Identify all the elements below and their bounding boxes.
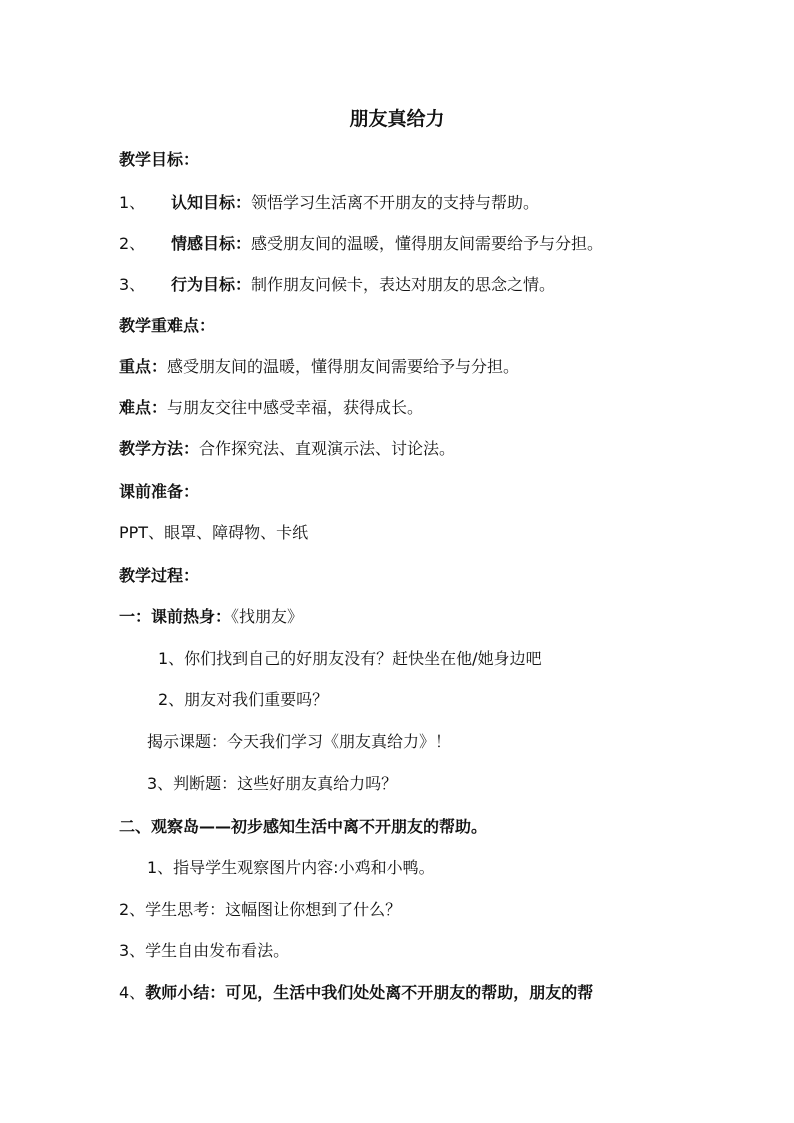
- section-1-item-3: 3、判断题：这些好朋友真给力吗？: [147, 774, 398, 793]
- difficult-point: [119, 397, 423, 419]
- teaching-methods-text: 合作探究法、直观演示法、讨论法。: [199, 439, 456, 458]
- difficult-point-label: 难点：: [119, 398, 168, 417]
- section-2-item-2: 2、学生思考：这幅图让你想到了什么？: [119, 900, 402, 919]
- preparation-heading: 课前准备：: [119, 482, 200, 501]
- section-1-text: 《找朋友》: [231, 607, 304, 626]
- preparation-text: PPT、眼罩、障碍物、卡纸: [119, 523, 309, 542]
- objective-3-num: 3、: [119, 275, 146, 294]
- section-1-topic-reveal: 揭示课题：今天我们学习《朋友真给力》！: [147, 732, 452, 751]
- section-2-item-1: 1、指导学生观察图片内容:小鸡和小鸭。: [147, 858, 435, 877]
- key-point-text: 感受朋友间的温暖，懂得朋友间需要给予与分担。: [167, 357, 520, 376]
- objective-2-label: 情感目标：: [171, 234, 252, 253]
- section-2-item-4: [119, 982, 593, 1004]
- document-title: 朋友真给力: [349, 108, 445, 130]
- section-2-item-3: 3、学生自由发布看法。: [119, 941, 290, 960]
- process-heading: 教学过程：: [119, 566, 200, 585]
- key-points-heading: 教学重难点：: [119, 316, 216, 335]
- objectives-heading: 教学目标：: [119, 150, 200, 169]
- objective-2-num: 2、: [119, 234, 146, 253]
- section-2-item-4-label: 教师小结：: [145, 983, 226, 1002]
- section-1-item-1: 1、你们找到自己的好朋友没有？赶快坐在他/她身边吧: [158, 649, 542, 668]
- objective-3-label: 行为目标：: [171, 275, 252, 294]
- key-point-label: 重点：: [119, 357, 168, 376]
- section-2-item-4-text: 可见，生活中我们处处离不开朋友的帮助，朋友的帮: [225, 983, 594, 1002]
- teaching-methods-label: 教学方法：: [119, 439, 200, 458]
- objective-3-text: 制作朋友问候卡，表达对朋友的思念之情。: [251, 275, 556, 294]
- section-1-item-2: 2、朋友对我们重要吗？: [158, 690, 329, 709]
- objective-2: [119, 233, 603, 255]
- section-2-item-4-num: 4、: [119, 983, 146, 1002]
- objective-3: [119, 274, 555, 296]
- section-1-label: 一：课前热身：: [119, 607, 232, 626]
- teaching-methods: [119, 438, 455, 460]
- section-2-heading: 二、观察岛——初步感知生活中离不开朋友的帮助。: [119, 817, 488, 836]
- difficult-point-text: 与朋友交往中感受幸福，获得成长。: [167, 398, 424, 417]
- objective-1: [119, 192, 539, 214]
- section-1-heading: [119, 606, 303, 628]
- objective-1-num: 1、: [119, 193, 146, 212]
- objective-1-label: 认知目标：: [171, 193, 252, 212]
- objective-2-text: 感受朋友间的温暖，懂得朋友间需要给予与分担。: [251, 234, 604, 253]
- objective-1-text: 领悟学习生活离不开朋友的支持与帮助。: [251, 193, 540, 212]
- key-point: [119, 356, 519, 378]
